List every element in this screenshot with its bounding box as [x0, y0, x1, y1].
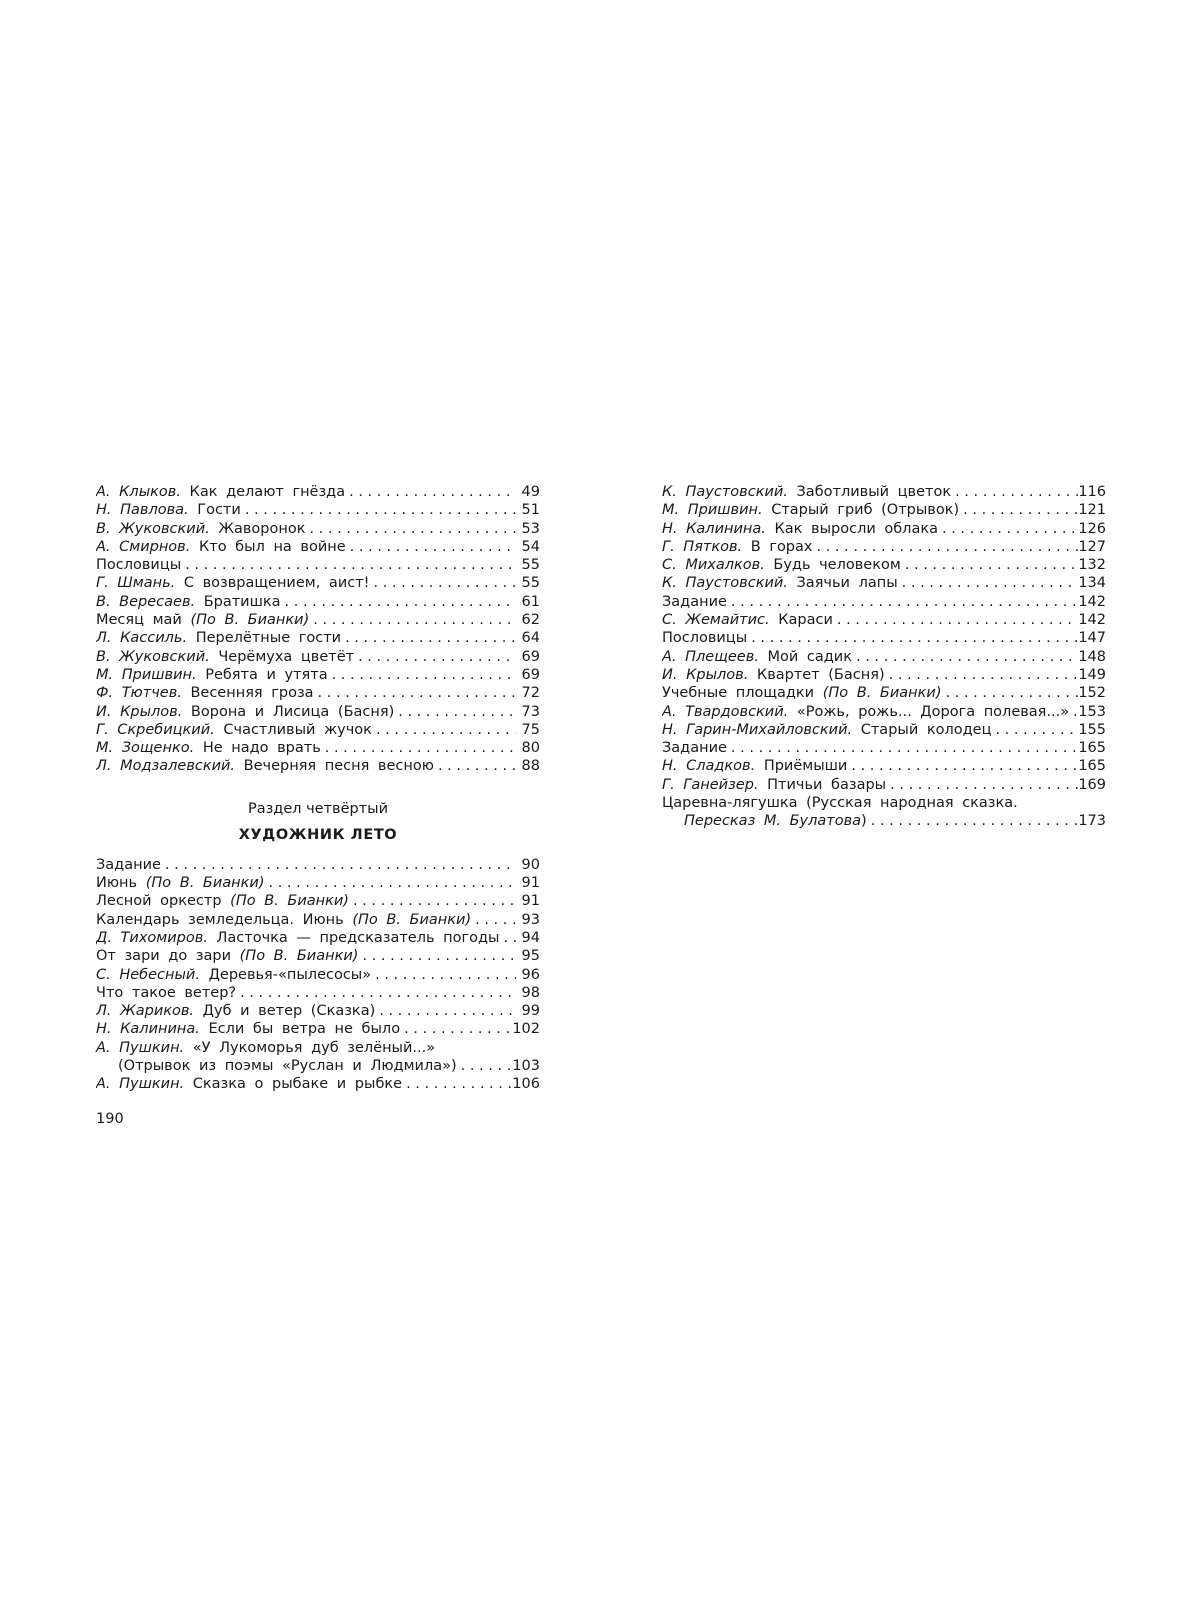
toc-author: А. Клыков.: [96, 484, 181, 500]
dot-leader: [394, 703, 516, 721]
toc-author: М. Пришвин.: [96, 666, 197, 683]
toc-title: Жаворонок: [218, 520, 306, 537]
toc-title: «У Лукоморья дуб зелёный...»: [192, 1039, 436, 1056]
toc-entry: [96, 703, 540, 721]
toc-title: Караси: [778, 612, 833, 629]
toc-title: Будь человеком: [773, 557, 901, 574]
toc-entry: [96, 538, 540, 556]
toc-entry: [96, 666, 540, 684]
toc-title: Задание: [662, 593, 727, 610]
toc-title: Пословицы: [96, 557, 182, 574]
toc-page-number: 148: [1078, 648, 1106, 665]
toc-page-number: 53: [521, 520, 540, 537]
toc-page-number: 96: [521, 966, 540, 983]
toc-title: Как делают гнёзда: [189, 484, 346, 500]
toc-entry: [96, 947, 540, 965]
toc-page-number: 94: [521, 929, 540, 946]
dot-leader: [400, 1020, 512, 1038]
toc-author: Н. Сладков.: [662, 758, 756, 775]
dot-leader: [852, 648, 1078, 666]
dot-leader: [938, 520, 1078, 538]
dot-leader: [349, 892, 516, 910]
toc-title: Учебные площадки: [662, 685, 815, 702]
toc-page-number: 103: [512, 1058, 540, 1075]
toc-title: Сказка о рыбаке и рыбке: [192, 1076, 403, 1093]
toc-entry: [96, 892, 540, 910]
dot-leader: [898, 574, 1079, 592]
toc-page-number: 80: [521, 740, 540, 757]
toc-entry: [96, 856, 540, 874]
toc-page-number: 169: [1078, 776, 1106, 793]
toc-author: Г. Шмань.: [96, 575, 176, 592]
toc-page-number: 142: [1078, 593, 1106, 610]
toc-title: «Рожь, рожь... Дорога полевая...»: [796, 703, 1070, 720]
toc-entry: [662, 556, 1106, 574]
toc-entry: [96, 520, 540, 538]
toc-title: Птичьи базары: [767, 776, 887, 793]
dot-leader: [181, 556, 516, 574]
toc-entry: [96, 911, 540, 929]
toc-page-number: 51: [521, 502, 540, 519]
toc-page-number: 95: [521, 948, 540, 965]
dot-leader: [161, 856, 516, 874]
toc-entry: [96, 501, 540, 519]
toc-entry: [96, 574, 540, 592]
toc-note: (По В. Бианки): [352, 911, 472, 928]
toc-title: Перелётные гости: [195, 630, 342, 647]
toc-page-number: 54: [521, 538, 540, 555]
toc-page-number: 88: [521, 758, 540, 775]
toc-page-number: 155: [1078, 721, 1106, 738]
toc-entry: [662, 648, 1106, 666]
dot-leader: [457, 1057, 513, 1075]
toc-page-number: 127: [1078, 538, 1106, 555]
dot-leader: [727, 739, 1078, 757]
dot-leader: [346, 538, 516, 556]
dot-leader: [727, 593, 1078, 611]
dot-leader: [471, 911, 516, 929]
toc-entry-frog-princess-line2: [662, 812, 1106, 830]
toc-entry-frog-princess-line1: [662, 794, 1106, 812]
toc-entry: [662, 520, 1106, 538]
toc-entry: [662, 757, 1106, 775]
toc-note: Пересказ М. Булатова: [684, 813, 862, 830]
toc-page-number: 116: [1078, 484, 1106, 500]
dot-leader: [833, 611, 1078, 629]
dot-leader: [236, 984, 516, 1002]
toc-page-number: 121: [1078, 502, 1106, 519]
toc-title: Старый колодец: [860, 721, 992, 738]
dot-leader: [499, 929, 516, 947]
toc-title: Ворона и Лисица (Басня): [190, 703, 395, 720]
toc-page-number: 152: [1078, 685, 1106, 702]
toc-title: Квартет (Басня): [756, 666, 885, 683]
toc-page-number: 49: [521, 484, 540, 500]
toc-author: А. Пушкин.: [96, 1076, 185, 1093]
toc-entry: [662, 593, 1106, 611]
toc-author: А. Смирнов.: [96, 538, 191, 555]
toc-entry: [96, 721, 540, 739]
dot-leader: [281, 593, 516, 611]
dot-leader: [358, 947, 516, 965]
toc-page-number: 102: [512, 1021, 540, 1038]
toc-page-number: 165: [1078, 740, 1106, 757]
toc-entry: [96, 629, 540, 647]
toc-author: И. Крылов.: [96, 703, 183, 720]
toc-page-number: 134: [1078, 575, 1106, 592]
toc-page-number: 173: [1078, 813, 1106, 830]
dot-leader: [1069, 703, 1078, 721]
dot-leader: [369, 574, 516, 592]
toc-author: С. Жемайтис.: [662, 612, 770, 629]
toc-entry: [662, 684, 1106, 702]
dot-leader: [345, 483, 516, 501]
toc-author: В. Вересаев.: [96, 593, 196, 610]
toc-entry: [96, 483, 540, 501]
toc-right-column: [662, 483, 1106, 831]
toc-page-number: 147: [1078, 630, 1106, 647]
toc-page-number: 61: [521, 593, 540, 610]
toc-author: Л. Жариков.: [96, 1003, 195, 1020]
toc-title: Заячьи лапы: [796, 575, 898, 592]
toc-title: Весенняя гроза: [190, 685, 314, 702]
dot-leader: [942, 684, 1079, 702]
toc-author: Д. Тихомиров.: [96, 929, 208, 946]
toc-author: Н. Калинина.: [96, 1021, 200, 1038]
toc-author: Л. Модзалевский.: [96, 758, 236, 775]
toc-title: Июнь: [96, 875, 138, 892]
toc-author: Л. Кассиль.: [96, 630, 188, 647]
dot-leader: [885, 666, 1079, 684]
toc-entry: [96, 757, 540, 775]
toc-entry: [96, 556, 540, 574]
toc-title: Счастливый жучок: [223, 721, 372, 738]
dot-leader: [265, 874, 517, 892]
toc-author: Г. Пятков.: [662, 538, 743, 555]
toc-page-number: 99: [521, 1003, 540, 1020]
toc-author: М. Зощенко.: [96, 740, 195, 757]
toc-page-number: 98: [521, 984, 540, 1001]
toc-author: К. Паустовский.: [662, 484, 788, 500]
toc-title: Календарь земледельца. Июнь: [96, 911, 344, 928]
section-heading: Раздел четвёртый: [247, 800, 389, 817]
toc-title: Приёмыши: [763, 758, 848, 775]
toc-entry: [96, 966, 540, 984]
toc-page-number: 91: [521, 893, 540, 910]
toc-title: Если бы ветра не было: [208, 1021, 401, 1038]
toc-left-column: [96, 483, 540, 1094]
toc-page-number: 62: [521, 612, 540, 629]
toc-author: Ф. Тютчев.: [96, 685, 182, 702]
toc-author: В. Жуковский.: [96, 648, 210, 665]
toc-note: (По В. Бианки): [145, 875, 265, 892]
toc-page-number: 90: [521, 856, 540, 873]
dot-leader: [375, 1002, 516, 1020]
toc-page-number: 149: [1078, 666, 1106, 683]
toc-entry: [96, 593, 540, 611]
toc-page-number: 126: [1078, 520, 1106, 537]
toc-note: (По В. Бианки): [822, 685, 942, 702]
toc-page-number: 55: [521, 557, 540, 574]
toc-entry: [662, 629, 1106, 647]
toc-list-summer: [96, 856, 540, 1039]
toc-title: Лесной оркестр: [96, 893, 222, 910]
toc-title: Задание: [96, 856, 161, 873]
dot-leader: [991, 721, 1078, 739]
toc-page-number: 91: [521, 875, 540, 892]
toc-author: К. Паустовский.: [662, 575, 788, 592]
dot-leader: [402, 1075, 512, 1093]
toc-page-number: 165: [1078, 758, 1106, 775]
toc-author: Н. Калинина.: [662, 520, 766, 537]
toc-entry: [96, 1020, 540, 1038]
toc-page-number: 75: [521, 721, 540, 738]
dot-leader: [314, 684, 516, 702]
toc-page-number: 69: [521, 666, 540, 683]
toc-entry: [96, 611, 540, 629]
section-title: ХУДОЖНИК ЛЕТО: [238, 826, 398, 843]
toc-entry: [96, 1002, 540, 1020]
toc-page-number: 106: [512, 1076, 540, 1093]
toc-page-number: 64: [521, 630, 540, 647]
toc-title: Дуб и ветер (Сказка): [202, 1003, 376, 1020]
toc-entry-pushkin-rybak: [96, 1075, 540, 1093]
toc-title: Как выросли облака: [774, 520, 938, 537]
toc-list-summer-continued: [662, 483, 1106, 794]
dot-leader: [354, 648, 516, 666]
toc-title: Братишка: [203, 593, 281, 610]
toc-entry: [96, 929, 540, 947]
toc-entry: [662, 611, 1106, 629]
dot-leader: [959, 501, 1078, 519]
toc-title: Ребята и утята: [205, 666, 328, 683]
dot-leader: [371, 966, 516, 984]
dot-leader: [328, 666, 516, 684]
toc-entry: [96, 648, 540, 666]
toc-title: Пословицы: [662, 630, 748, 647]
dot-leader: [321, 739, 516, 757]
toc-note: (По В. Бианки): [239, 948, 359, 965]
toc-title: Не надо врать: [202, 740, 321, 757]
dot-leader: [372, 721, 516, 739]
toc-entry: [662, 574, 1106, 592]
toc-title: Что такое ветер?: [96, 984, 237, 1001]
toc-page-number: 69: [521, 648, 540, 665]
toc-note-end: ): [861, 813, 867, 830]
dot-leader: [747, 629, 1078, 647]
dot-leader: [305, 520, 516, 538]
toc-title: От зари до зари: [96, 948, 232, 965]
dot-leader: [951, 483, 1078, 501]
toc-author: А. Пушкин.: [96, 1039, 185, 1056]
toc-page-number: 142: [1078, 612, 1106, 629]
dot-leader: [434, 757, 516, 775]
toc-title: С возвращением, аист!: [183, 575, 370, 592]
toc-author: Г. Ганейзер.: [662, 776, 759, 793]
toc-author: Н. Павлова.: [96, 502, 189, 519]
page-number: 190: [96, 1111, 124, 1127]
toc-page-number: 73: [521, 703, 540, 720]
toc-author: А. Твардовский.: [662, 703, 789, 720]
toc-page-number: 93: [521, 911, 540, 928]
toc-title: Черёмуха цветёт: [218, 648, 355, 665]
toc-title: В горах: [750, 538, 813, 555]
toc-entry: [662, 501, 1106, 519]
toc-entry: [96, 684, 540, 702]
toc-author: Н. Гарин-Михайловский.: [662, 721, 853, 738]
dot-leader: [812, 538, 1078, 556]
toc-title: Заботливый цветок: [796, 484, 952, 500]
toc-author: И. Крылов.: [662, 666, 749, 683]
toc-title: Старый гриб (Отрывок): [771, 502, 960, 519]
dot-leader: [241, 501, 516, 519]
toc-note: (По В. Бианки): [230, 893, 349, 910]
dot-leader: [847, 757, 1078, 775]
toc-title: Гости: [197, 502, 241, 519]
toc-title: (Отрывок из поэмы «Руслан и Людмила»): [118, 1058, 457, 1075]
toc-entry: [96, 984, 540, 1002]
toc-page-number: 153: [1078, 703, 1106, 720]
toc-entry: [662, 776, 1106, 794]
toc-entry: [662, 483, 1106, 501]
toc-entry: [662, 703, 1106, 721]
toc-title: Ласточка — предсказатель погоды: [216, 929, 500, 946]
toc-entry-pushkin-lukomorye-line2: [96, 1057, 540, 1075]
toc-note: (По В. Бианки): [190, 612, 310, 629]
toc-author: В. Жуковский.: [96, 520, 210, 537]
toc-entry: [662, 721, 1106, 739]
toc-author: А. Плещеев.: [662, 648, 759, 665]
toc-title: Царевна-лягушка (Русская народная сказка.: [662, 795, 1018, 812]
toc-list-spring: [96, 483, 540, 776]
toc-entry: [662, 538, 1106, 556]
toc-author: С. Небесный.: [96, 966, 200, 983]
toc-entry: [662, 739, 1106, 757]
toc-title: Кто был на войне: [198, 538, 346, 555]
toc-entry: [96, 874, 540, 892]
toc-entry: [662, 666, 1106, 684]
dot-leader: [901, 556, 1079, 574]
dot-leader: [867, 812, 1079, 830]
toc-title: Вечерняя песня весною: [243, 758, 434, 775]
toc-page-number: 132: [1078, 557, 1106, 574]
dot-leader: [886, 776, 1078, 794]
toc-title: Мой садик: [767, 648, 852, 665]
toc-title: Деревья-«пылесосы»: [208, 966, 372, 983]
toc-entry-pushkin-lukomorye-line1: [96, 1039, 540, 1057]
toc-page-number: 72: [521, 685, 540, 702]
toc-title: Месяц май: [96, 612, 182, 629]
toc-author: С. Михалков.: [662, 557, 765, 574]
toc-page-number: 55: [521, 575, 540, 592]
toc-title: Задание: [662, 740, 727, 757]
toc-entry: [96, 739, 540, 757]
toc-author: Г. Скребицкий.: [96, 721, 215, 738]
dot-leader: [309, 611, 516, 629]
toc-author: М. Пришвин.: [662, 502, 763, 519]
dot-leader: [341, 629, 516, 647]
